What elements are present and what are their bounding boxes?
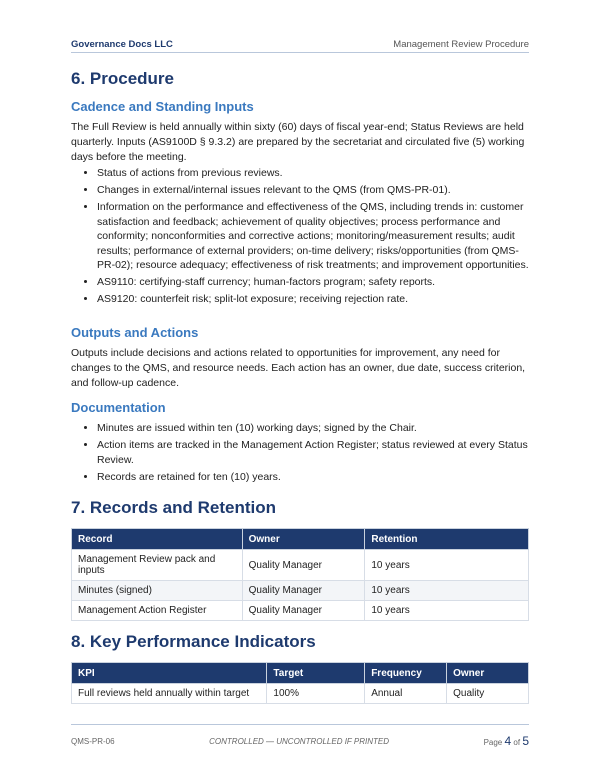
- table-cell: Quality Manager: [242, 601, 365, 621]
- cadence-paragraph: The Full Review is held annually within sixty (60) days of fiscal year-end; Status Reviews are held quarterly. Inputs (AS9100D § 9.3.2) are prepared by the secretariat and circulated five (5) working days before the meeting.: [71, 121, 525, 163]
- list-item: • Minutes are issued within ten (10) working days; signed by the Chair.: [97, 421, 529, 436]
- list-item: • AS9110: certifying-staff currency; human-factors program; safety reports.: [97, 275, 529, 290]
- table-header-row: [72, 663, 529, 684]
- table-row: [72, 684, 529, 704]
- column-header: Target: [267, 663, 365, 684]
- page-label: Page: [483, 738, 503, 747]
- records-table: [71, 528, 529, 621]
- company-name: Governance Docs LLC: [71, 39, 173, 50]
- table-row: [72, 601, 529, 621]
- table-cell: 100%: [267, 684, 365, 704]
- table-row: [72, 550, 529, 581]
- section-7-title: 7. Records and Retention: [71, 498, 276, 517]
- table-cell: Quality Manager: [242, 550, 365, 581]
- outputs-paragraph: Outputs include decisions and actions related to opportunities for improvement, any need for changes to the QMS, and resource needs. Each action has an owner, due date, success criterion, and follow-up cadence.: [71, 347, 526, 389]
- table-header-row: [72, 529, 529, 550]
- table-cell: 10 years: [365, 601, 529, 621]
- page-footer: [71, 724, 529, 751]
- of-label: of: [513, 738, 521, 747]
- column-header: Owner: [242, 529, 365, 550]
- table-cell: Full reviews held annually within target: [72, 684, 267, 704]
- column-header: Frequency: [365, 663, 447, 684]
- table-cell: Annual: [365, 684, 447, 704]
- cadence-heading: Cadence and Standing Inputs: [71, 99, 254, 114]
- list-item: • Information on the performance and effectiveness of the QMS, including trends in: customer satisfaction and feedback; achievement of quality objectives; process performance and conformity; nonconformities and corrective actions; monitoring/measurement results; audit results; performance of external providers; on-time delivery; risks/opportunities (from QMS-PR-02); resource adequacy; effectiveness of risk treatments; and improvement opportunities.: [97, 200, 529, 273]
- table-cell: Minutes (signed): [72, 581, 243, 601]
- table-cell: 10 years: [365, 550, 529, 581]
- current-page: 4: [504, 734, 512, 748]
- table-cell: Management Action Register: [72, 601, 243, 621]
- table-cell: Management Review pack and inputs: [72, 550, 243, 581]
- outputs-heading: Outputs and Actions: [71, 325, 199, 340]
- page-header: [71, 30, 529, 53]
- column-header: Owner: [447, 663, 529, 684]
- table-row: [72, 581, 529, 601]
- column-header: Record: [72, 529, 243, 550]
- kpi-table: [71, 662, 529, 704]
- list-item: • Records are retained for ten (10) years.: [97, 470, 529, 485]
- documentation-heading: Documentation: [71, 400, 166, 415]
- column-header: Retention: [365, 529, 529, 550]
- page-number: [484, 734, 529, 748]
- table-cell: Quality: [447, 684, 529, 704]
- table-cell: Quality Manager: [242, 581, 365, 601]
- control-notice: CONTROLLED — UNCONTROLLED IF PRINTED: [209, 736, 389, 746]
- list-item: • Status of actions from previous reviews.: [97, 166, 529, 181]
- list-item: • Action items are tracked in the Management Action Register; status reviewed at every Status Review.: [97, 438, 529, 467]
- documentation-bullets: [71, 421, 529, 487]
- cadence-bullets: [71, 166, 529, 309]
- total-pages: 5: [522, 734, 529, 748]
- list-item: • AS9120: counterfeit risk; split-lot exposure; receiving rejection rate.: [97, 292, 529, 307]
- list-item: • Changes in external/internal issues relevant to the QMS (from QMS-PR-01).: [97, 183, 529, 198]
- section-8-title: 8. Key Performance Indicators: [71, 632, 316, 651]
- column-header: KPI: [72, 663, 267, 684]
- document-title: Management Review Procedure: [393, 39, 529, 50]
- document-id: QMS-PR-06: [71, 736, 115, 746]
- table-cell: 10 years: [365, 581, 529, 601]
- section-6-title: 6. Procedure: [71, 69, 174, 88]
